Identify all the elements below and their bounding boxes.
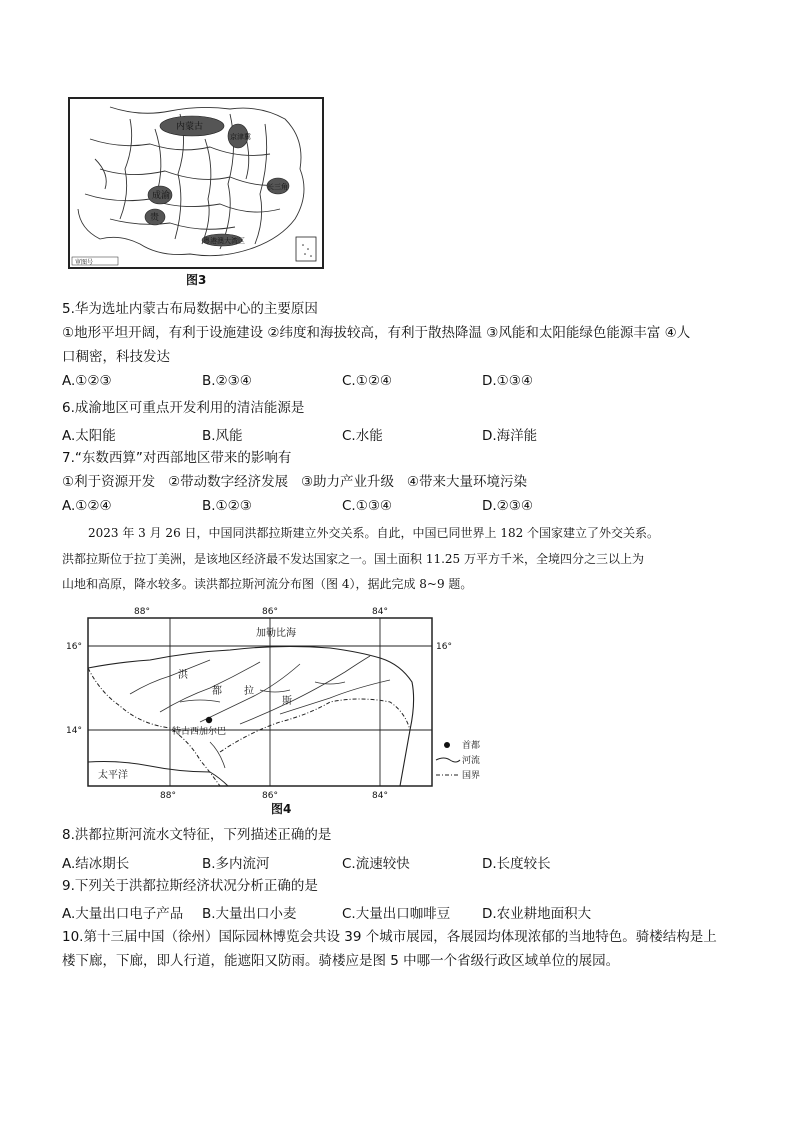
q5-statements-line1: ①地形平坦开阔，有利于设施建设 ②纬度和海拔较高，有利于散热降温 ③风能和太阳能绿色能源丰富 ④人 (62, 325, 691, 341)
fig3-inset-box (296, 237, 316, 261)
q6-option-d[interactable]: D.海洋能 (482, 428, 538, 444)
q7-statements: ①利于资源开发 ②带动数字经济发展 ③助力产业升级 ④带来大量环境污染 (62, 474, 528, 490)
figure4-map-drawing (60, 602, 500, 822)
q5-option-a[interactable]: A.①②③ (62, 373, 112, 389)
passage-line3: 山地和高原，降水较多。读洪都拉斯河流分布图（图 4），据此完成 8~9 题。 (62, 577, 473, 591)
q9-option-b[interactable]: B.大量出口小麦 (202, 906, 297, 922)
q9-option-a[interactable]: A.大量出口电子产品 (62, 906, 184, 922)
q8-option-b[interactable]: B.多内流河 (202, 856, 270, 872)
fig4-lon-bottom-84: 84° (372, 791, 388, 801)
fig3-label-jing-jin-ji: 京津冀 (230, 133, 251, 141)
q6-option-b[interactable]: B.风能 (202, 428, 243, 444)
figure4 (60, 602, 500, 822)
q8-option-d[interactable]: D.长度较长 (482, 856, 551, 872)
fig4-country-char-4: 斯 (282, 696, 292, 707)
q9-option-c[interactable]: C.大量出口咖啡豆 (342, 906, 451, 922)
fig4-capital-label: 特古西加尔巴 (172, 727, 227, 737)
fig3-label-chang-sanjiao: 长三角 (267, 183, 288, 191)
q8-option-c[interactable]: C.流速较快 (342, 856, 410, 872)
q7-stem: 7.“东数西算”对西部地区带来的影响有 (62, 450, 292, 466)
q5-option-b[interactable]: B.②③④ (202, 373, 252, 389)
fig3-label-yue-gang-ao: 粤港澳大湾区 (203, 237, 245, 245)
q6-stem: 6.成渝地区可重点开发利用的清洁能源是 (62, 400, 305, 416)
q10-line2: 楼下廊，下廊，即人行道，能遮阳又防雨。骑楼应是图 5 中哪一个省级行政区域单位的展园。 (62, 953, 620, 969)
q9-stem: 9.下列关于洪都拉斯经济状况分析正确的是 (62, 878, 318, 894)
q7-option-b[interactable]: B.①②③ (202, 498, 252, 514)
fig3-label-gui: 贵 (150, 213, 160, 223)
figure3-map (68, 97, 324, 269)
q5-stem: 5.华为选址内蒙古布局数据中心的主要原因 (62, 301, 318, 317)
q7-option-c[interactable]: C.①③④ (342, 498, 393, 514)
q5-option-c[interactable]: C.①②④ (342, 373, 393, 389)
fig4-legend-capital: 首都 (462, 741, 481, 751)
fig4-lon-top-88: 88° (134, 607, 150, 617)
fig4-country-char-3: 拉 (244, 686, 254, 697)
fig4-country-char-2: 都 (212, 686, 222, 697)
q5-statements-line2: 口稠密，科技发达 (62, 349, 170, 365)
figure4-caption: 图4 (271, 802, 292, 816)
fig4-lon-top-84: 84° (372, 607, 388, 617)
passage-line2: 洪都拉斯位于拉丁美洲，是该地区经济最不发达国家之一。国土面积 11.25 万平方千米，全境四分之三以上为 (62, 552, 644, 566)
fig4-lon-top-86: 86° (262, 607, 278, 617)
fig4-lat-right-16: 16° (436, 642, 452, 652)
q8-stem: 8.洪都拉斯河流水文特征，下列描述正确的是 (62, 827, 332, 843)
passage-line1: 2023 年 3 月 26 日，中国同洪都拉斯建立外交关系。自此，中国已同世界上 182 个国家建立了外交关系。 (88, 526, 660, 540)
fig4-lon-bottom-88: 88° (160, 791, 176, 801)
fig4-legend-border: 国界 (462, 771, 481, 781)
q10-line1: 10.第十三届中国（徐州）国际园林博览会共设 39 个城市展园，各展园均体现浓郁的当地特色。骑楼结构是上 (62, 929, 717, 945)
fig4-lon-bottom-86: 86° (262, 791, 278, 801)
q5-option-d[interactable]: D.①③④ (482, 373, 533, 389)
q9-option-d[interactable]: D.农业耕地面积大 (482, 906, 592, 922)
fig4-country-char-1: 洪 (178, 670, 188, 681)
q8-option-a[interactable]: A.结冰期长 (62, 856, 130, 872)
fig4-ocean-label: 太平洋 (98, 770, 128, 781)
fig3-legend-note: 审图号 (75, 259, 94, 266)
fig4-lat-left-16: 16° (66, 642, 82, 652)
q6-option-c[interactable]: C.水能 (342, 428, 383, 444)
fig4-legend-river-symbol (436, 758, 460, 762)
fig4-lat-left-14: 14° (66, 726, 82, 736)
q7-option-d[interactable]: D.②③④ (482, 498, 533, 514)
q6-option-a[interactable]: A.太阳能 (62, 428, 116, 444)
fig4-capital-dot (206, 717, 212, 723)
fig4-legend-river: 河流 (462, 756, 481, 766)
fig4-sea-label: 加勒比海 (256, 628, 296, 639)
figure3-caption: 图3 (186, 273, 207, 287)
figure3-map-drawing (70, 99, 322, 267)
fig3-label-nei-menggu: 内蒙古 (176, 122, 204, 132)
fig4-legend-capital-symbol (444, 742, 450, 748)
q7-option-a[interactable]: A.①②④ (62, 498, 112, 514)
fig3-label-cheng-yu: 成渝 (152, 191, 171, 201)
